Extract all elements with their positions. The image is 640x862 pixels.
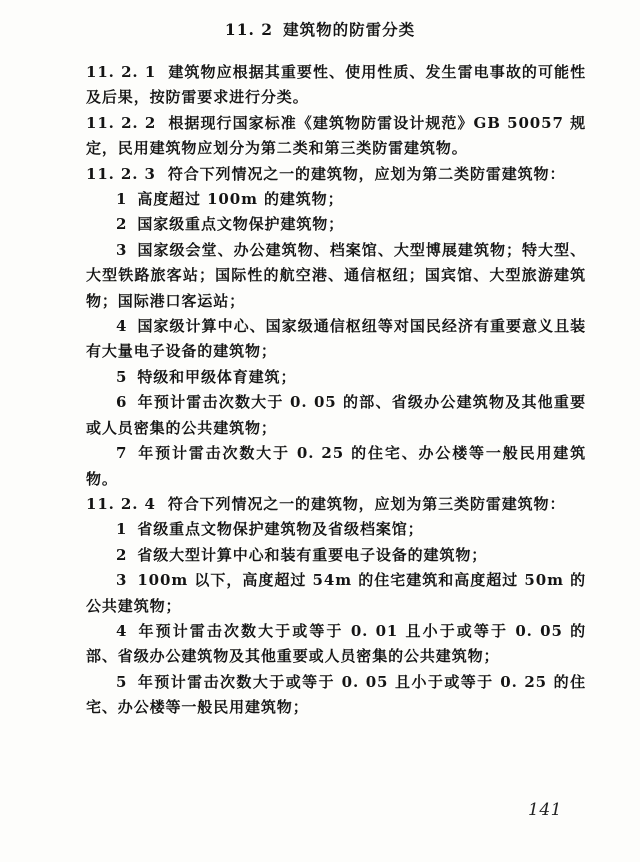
- document-body: [86, 60, 586, 721]
- item-number: 3: [116, 240, 128, 259]
- item-number: 6: [116, 393, 128, 412]
- clause-11-2-3: [86, 162, 586, 187]
- item-text: 特级和甲级体育建筑；: [137, 367, 297, 386]
- item-number: 2: [116, 545, 128, 564]
- item-text: 国家级重点文物保护建筑物；: [137, 215, 345, 234]
- list-item: [86, 365, 586, 390]
- item-text: 国家级计算中心、国家级通信枢纽等对国民经济有重要意义且装有大量电子设备的建筑物；: [86, 317, 586, 361]
- item-number: 3: [116, 571, 128, 590]
- list-item: [86, 517, 586, 542]
- item-number: 1: [116, 520, 128, 539]
- page-number: 141: [528, 800, 562, 820]
- clause-11-2-2: [86, 111, 586, 162]
- item-number: 2: [116, 215, 128, 234]
- item-text: 高度超过 100m 的建筑物；: [137, 190, 344, 209]
- section-number: 11. 2: [224, 20, 274, 39]
- clause-text: 符合下列情况之一的建筑物，应划为第三类防雷建筑物：: [167, 494, 566, 513]
- clause-number: 11. 2. 3: [86, 164, 156, 183]
- item-number: 1: [116, 190, 128, 209]
- list-item: [86, 670, 586, 721]
- item-text: 年预计雷击次数大于或等于 0. 01 且小于或等于 0. 05 的部、省级办公建筑物及其他重要或人员密集的公共建筑物；: [86, 621, 586, 666]
- list-item: [86, 441, 586, 492]
- clause-number: 11. 2. 2: [86, 113, 157, 132]
- section-title: 建筑物的防雷分类: [283, 20, 416, 39]
- item-number: 7: [116, 444, 128, 463]
- clause-11-2-1: [86, 60, 586, 111]
- item-text: 省级重点文物保护建筑物及省级档案馆；: [137, 520, 424, 539]
- item-text: 国家级会堂、办公建筑物、档案馆、大型博展建筑物；特大型、大型铁路旅客站；国际性的航空港、通信枢纽；国宾馆、大型旅游建筑物；国际港口客运站；: [86, 240, 586, 310]
- list-item: [86, 314, 586, 365]
- item-text: 年预计雷击次数大于 0. 25 的住宅、办公楼等一般民用建筑物。: [86, 444, 586, 488]
- item-text: 年预计雷击次数大于或等于 0. 05 且小于或等于 0. 25 的住宅、办公楼等一般民用建筑物；: [86, 672, 586, 717]
- clause-number: 11. 2. 1: [86, 63, 157, 81]
- clause-text: 符合下列情况之一的建筑物，应划为第二类防雷建筑物：: [167, 164, 566, 183]
- list-item: [86, 238, 586, 314]
- list-item: [86, 390, 586, 441]
- item-number: 5: [116, 367, 128, 386]
- list-item: [86, 543, 586, 568]
- list-item: [86, 187, 586, 212]
- item-text: 省级大型计算中心和装有重要电子设备的建筑物；: [137, 545, 488, 564]
- clause-text: 建筑物应根据其重要性、使用性质、发生雷电事故的可能性及后果，按防雷要求进行分类。: [86, 63, 587, 107]
- list-item: [86, 619, 586, 670]
- clause-number: 11. 2. 4: [86, 494, 156, 513]
- item-text: 年预计雷击次数大于 0. 05 的部、省级办公建筑物及其他重要或人员密集的公共建筑物；: [86, 393, 586, 437]
- item-number: 4: [116, 317, 128, 336]
- item-number: 4: [116, 621, 128, 640]
- list-item: [86, 568, 586, 619]
- list-item: [86, 212, 586, 237]
- clause-text: 根据现行国家标准《建筑物防雷设计规范》GB 50057 规定，民用建筑物应划分为第二类和第三类防雷建筑物。: [86, 113, 586, 158]
- clause-11-2-4: [86, 492, 586, 517]
- item-text: 100m 以下，高度超过 54m 的住宅建筑和高度超过 50m 的公共建筑物；: [86, 571, 586, 615]
- section-heading: [0, 18, 640, 40]
- item-number: 5: [116, 672, 128, 691]
